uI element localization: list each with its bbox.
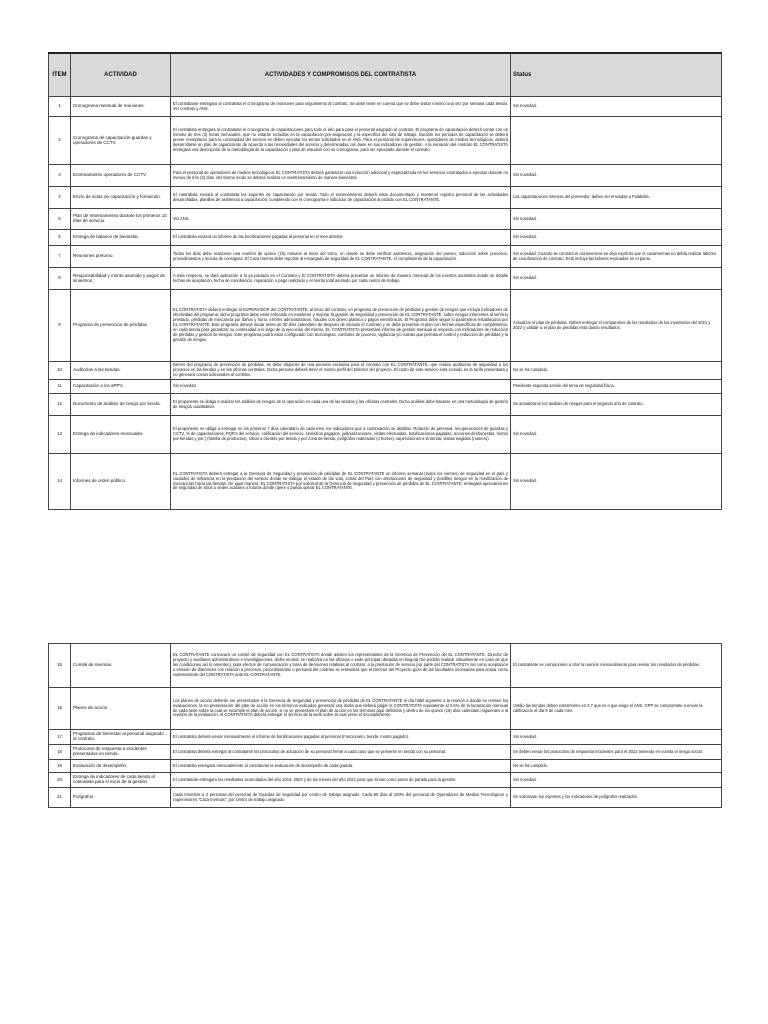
item-cell: 2 — [49, 117, 71, 165]
activity-cell: Envío de actas de capacitación y formación. — [71, 187, 171, 209]
header-item: ITEM — [49, 53, 71, 97]
commitment-cell: Dentro del programa de prevención de pérdidas, se debe disponer de una persona exclusiva para el contrato con EL CONTRATANTE, que realice auditorías de seguridad a los procesos en las tiendas y en las oficinas centrales. Dicha persona deberá tener el mismo perfil del Director del proyecto. El costo de este servicio esta incluido en la tarifa presentada y no generara costos adicionales al contrato. — [171, 362, 511, 380]
commitment-cell: El proponente se obliga a entregar en los primeros 7 días calendario de cada mes, los indicadores que a continuación se detallan: Rotación de personal, recuperaciones de guardas y CCTV, % de capacitaciones, PQR's del servicio, calificación del servicio, siniestros pagados, judicializaciones, visitas efectuadas, bonificaciones pagadas, acciones deshonestas, hurtos por tiendas y por ( (familia de productos), robos a clientes por tienda y por zona de tienda, polígrafos realizados (o hurtos), supervisiones a la tienda, visitas exigidas (numero). — [171, 416, 511, 454]
item-cell: 4 — [49, 187, 71, 209]
header-row — [49, 53, 722, 97]
status-cell: Se solicitaran los soportes y los indicadores de polígrafos realizados. — [511, 788, 722, 808]
status-cell: Sin novedad. — [511, 165, 722, 187]
item-cell: 9 — [49, 290, 71, 362]
status-cell: Se deben enviar los protocolos de respuesta incidentes para el 2022 teniendo en cuenta el riesgo social. — [511, 745, 722, 760]
commitments-table-page-1 — [48, 52, 722, 510]
status-cell: No se ha cumplido. — [511, 760, 722, 773]
item-cell: 18 — [49, 745, 71, 760]
activity-cell: Entrega de indicadores de cada tienda al contratista para el inicio de la gestión. — [71, 773, 171, 788]
table-row — [49, 246, 722, 268]
table-row — [49, 788, 722, 808]
status-cell: Sin novedad. — [511, 97, 722, 117]
commitment-cell: Para el personal de operadores de medios tecnológicos EL CONTRATISTA deberá garantizar una inducción adicional y especializada en los servicios contratados a ejecutar durante no menos de tres (3) días, del mismo modo se deberá realizar un reentrenamiento de manera bienestral. — [171, 165, 511, 187]
status-cell: El contratante se compromete a citar la reunión mensualmente para revisar los resultados de pérdidas. — [511, 644, 722, 688]
commitment-cell: El contratante entregara los resultados acumulados del año 2019, 2020 y de los meses del año 2021 para que sirvan como punto de partida para la gestión. — [171, 773, 511, 788]
table-row — [49, 187, 722, 209]
activity-cell: Responsabilidad y monto asumido y pagos de siniestros. — [71, 268, 171, 290]
table-row — [49, 773, 722, 788]
header-activity: ACTIVIDAD — [71, 53, 171, 97]
activity-cell: Cronograma mensual de reuniones. — [71, 97, 171, 117]
status-cell: Sin novedad. — [511, 730, 722, 745]
item-cell: 19 — [49, 760, 71, 773]
table-row — [49, 760, 722, 773]
status-cell: No se ha cumplido. — [511, 362, 722, 380]
table-row — [49, 362, 722, 380]
activity-cell: Reuniones preturno. — [71, 246, 171, 268]
table-row — [49, 688, 722, 730]
activity-cell: Evaluación de desempeño. — [71, 760, 171, 773]
commitment-cell: Cada trimestre a 2 personas del personal de Guardas de seguridad por centro de trabajo asignado. Cada 90 días al 100% del personal de Operadores de Medios Tecnológicos y Supervisores "Caza mermas", por centro de trabajo asignado — [171, 788, 511, 808]
item-cell: 20 — [49, 773, 71, 788]
status-cell: Sin novedad. — [511, 773, 722, 788]
activity-cell: Comité de mermas. — [71, 644, 171, 688]
commitment-cell: El contratista entregara mensualmente al contratante la evaluación de desempeño de cada guarda. — [171, 760, 511, 773]
activity-cell: Auditorias a las tiendas. — [71, 362, 171, 380]
status-cell: Actualizar el plan de pérdidas. Deben entregar el comparativo de los resultados de los inventarios del 2021 y 2022 y validar si el plan de pérdidas esta dando resultados. — [511, 290, 722, 362]
activity-cell: Polígrafos. — [71, 788, 171, 808]
table-row — [49, 644, 722, 688]
commitment-cell: El contratista deberá entregar al contratante los protocolos de actuación de su personal frente a cada caso que se presente en tienda con su personal. — [171, 745, 511, 760]
commitment-cell: El contratante entregara al contratista el cronograma de reuniones para seguimiento al contrato. Se debe tener en cuenta que se debe visitar mínimo una vez por semana cada tienda. Ver contrato y ANS. — [171, 97, 511, 117]
table-row — [49, 745, 722, 760]
item-cell: 7 — [49, 246, 71, 268]
item-cell: 11 — [49, 380, 71, 394]
item-cell: 8 — [49, 268, 71, 290]
commitment-cell: A este respecto, se dará aplicación a lo ya pactado en el Contrato y El CONTRATISTA deberá presentar un informe de manera mensual de los eventos asumidos donde se detalle fechas de aceptación, fecha de conciliación, reparación o pago realizado y el monto total asumido por cada centro de trabajo. — [171, 268, 511, 290]
commitment-cell: Sin novedad — [171, 380, 511, 394]
item-cell: 16 — [49, 688, 71, 730]
table-row — [49, 268, 722, 290]
status-cell — [511, 117, 722, 165]
item-cell: 12 — [49, 394, 71, 416]
activity-cell: Documento de análisis de riesgo por tienda. — [71, 394, 171, 416]
commitment-cell: El contratista enviará un informe de las bonificaciones pagadas al personal en el mes anterior. — [171, 230, 511, 246]
status-cell: Sin novedad. — [511, 230, 722, 246]
commitment-cell: Ver ANS. — [171, 209, 511, 230]
item-cell: 3 — [49, 165, 71, 187]
table-row — [49, 209, 722, 230]
status-cell: Se actualizaron los análisis de riesgos para el segundo año de contrato. — [511, 394, 722, 416]
activity-cell: Informes de orden público. — [71, 454, 171, 510]
activity-cell: Entrega de indicadores mensuales. — [71, 416, 171, 454]
status-cell: Sin novedad. — [511, 416, 722, 454]
commitment-cell: EL CONTRATANTE convocará un comité de seguridad con EL CONTRATISTA donde asisten los representantes de la Gerencia de Prevención del EL CONTRATANTE, Director de proyecto y auxiliares administrativos e investigaciones, dicha reunión se realizará en las oficinas o sede principal ubicadas en Bogotá (Se podrán realizar virtualmente en caso de que las condiciones así lo ameriten), para efectos de comunicación y toma de decisiones relativas al contrato, a la prestación de servicio por parte del CONTRATISTA así como aceptación o emisión de directrices con relación a procesos, procedimientos o personal del contrato se entenderá que el Director del Proyecto goza de las facultades necesarias para actuar como representante del CONTRATISTA ante EL CONTRATANTE. — [171, 644, 511, 688]
status-cell: Sin novedad. — [511, 268, 722, 290]
commitment-cell: El contratista enviará al contratista los soportes de capacitación por tienda. Todo el entrenamiento deberá estar documentado y mantener registro personal de las actividades desarrolladas, planillas de asistencia a capacitación, cumpliendo con el cronograma e indicador de capacitación acordado con EL CONTRATANTE. — [171, 187, 511, 209]
commitment-cell: EL CONTRATISTA deberá entregar al SUPERVISOR del CONTRATANTE, al inicio del contrato, un programa de prevención de pérdidas y gestión de riesgos que incluya indicadores de efectividad del programa, dicho programa debe estar enfocado en mantener y mejorar la gestión de Seguridad y prevención de EL CONTRATANTE, sobre riesgos inherentes al servicio prestado, pérdidas de mercancía por daños y hurto, errores administrativos, fraudes con dinero plástico o pagos electrónicos. El Programa debe seguir lo parámetros establecidos por EL CONTRATANTE. Este programa deberá iniciar antes de 30 días calendario de después de iniciado el Contrato y se debe presentar el plan con fechas específicas de cumplimiento, en cada tienda para garantizar su continuidad a lo largo de la ejecución del mismo. EL CONTRATISTA presentará informe de gestión mensual al respecto con indicadores de reducción de pérdidas y gestión de riesgos. Este programa podrá estar configurado con tecnologías, controles de proceso, vigilancia y/o rutinas que permita el control y reducción de pérdidas y la gestión de riesgos. — [171, 290, 511, 362]
activity-cell: Programas de bienestar al personal asignado al contrato. — [71, 730, 171, 745]
commitment-cell: El proponente se obliga a realizar los análisis de riesgos de la operación en cada una de las tiendas y las oficinas centrales. Dicho análisis debe basarse en una metodología de gestión de riesgos cuantitativa. — [171, 394, 511, 416]
item-cell: 14 — [49, 454, 71, 510]
activity-cell: Programa de prevención de pérdidas. — [71, 290, 171, 362]
status-cell: Sin novedad. — [511, 454, 722, 510]
commitment-cell: Todos los días debe realizarse una reunión de quince (15) minutos al inicio del turno, en donde se debe verificar asistencia, asignación del puesto, inducción sobre procesos, procedimientos y lectura de consignas. El Caza merma debe reportar al encargado de seguridad de EL CONTRATANTE, el cumplimiento de la capacitación. — [171, 246, 511, 268]
item-cell: 5 — [49, 209, 71, 230]
status-cell: Las capacitaciones internas del proveedor, deben ser enviadas a Falabella. — [511, 187, 722, 209]
status-cell: Pendiente segunda sesión del tema de seguridad física. — [511, 380, 722, 394]
commitment-cell: El contratista deberá enviar mensualmente el informe de bonificaciones pagadas al personal (Funcionario, tienda, monto pagado). — [171, 730, 511, 745]
activity-cell: Capacitación a los aPP's. — [71, 380, 171, 394]
header-status: Status — [511, 53, 722, 97]
status-cell: Sin novedad. Cuando se contrató el cazamermas se dejo explícito que el cazamermas no debía realizar labores de coordinación de contrato. Está incluye las labores evaluadas en el punto. — [511, 246, 722, 268]
item-cell: 13 — [49, 416, 71, 454]
activity-cell: Planes de acción. — [71, 688, 171, 730]
activity-cell: Cronograma de capacitación guardas y operadores de CCTV. — [71, 117, 171, 165]
table-row — [49, 730, 722, 745]
activity-cell: Protocolos de respuesta a incidentes presentados en tienda. — [71, 745, 171, 760]
activity-cell: Plan de entrenamiento durante los primeros 15 días de servicio. — [71, 209, 171, 230]
activity-cell: Entrenamiento operadores de CCTV. — [71, 165, 171, 187]
activity-cell: Entrega de balance de bienestar. — [71, 230, 171, 246]
item-cell: 1 — [49, 97, 71, 117]
item-cell: 10 — [49, 362, 71, 380]
item-cell: 15 — [49, 644, 71, 688]
table-row — [49, 117, 722, 165]
table-row — [49, 394, 722, 416]
table-row — [49, 416, 722, 454]
status-cell: Ustdio las tiendas deben estarmnimo en 3,7 que es o que exige el ANS. GPP se compromete a enviar la calificación el día 9 de cada mes. — [511, 688, 722, 730]
table-row — [49, 454, 722, 510]
table-row — [49, 165, 722, 187]
table-row — [49, 230, 722, 246]
commitment-cell: El contratista entregara al contratante el cronograma de capacitaciones para todo el año para para el personal asignado al contrato. El programa de capacitación deberá contar con un mínimo de tres (3) horas mensuales, que no estarán incluidas en la capacitación pre-asignación y la específica del sitio de trabajo. Durante los periodos de capacitación se deberá prever reemplazos para la continuidad del servicio se deben ejecutar los temas solicitados en el ANS. Para el personal de supervisores, operadores de medios tecnológicos, deberá desarrollarse un plan de capacitación de acuerdo a las necesidades del servicio y determinadas con base en sus indicadores de gestión. A la iniciación del contrato EL CONTRATISTA entregará una descripción de la metodología de la capacitación y plan de estudios con su cronograma, para ser ejecutado durante el contrato. — [171, 117, 511, 165]
item-cell: 17 — [49, 730, 71, 745]
header-commitments: ACTIVIDADES Y COMPROMISOS DEL CONTRATISTA — [171, 53, 511, 97]
commitments-table-page-2 — [48, 643, 722, 808]
commitment-cell: Los planes de acción deberán ser presentados a la Gerencia de Seguridad y prevención de pérdidas de EL CONTRATANTE el día hábil siguiente a la reunión a donde se revisen los evaluaciones, la no presentación del plan de acción en los términos indicados generará una multa que deberá pagar el CONTRATISTA equivalente al 0.5% de la facturación mensual de cada sede sobre la cual se incumple el plan de acción, si no se presentare el plan de acción en los términos aquí definidos y dentro de los quince (15) días calendario siguientes a la revisión de la evaluación, el CONTRATISTA deberá entregar el servicio de la sede sobre la cual verse el incumplimiento. — [171, 688, 511, 730]
item-cell: 21 — [49, 788, 71, 808]
table-row — [49, 97, 722, 117]
table-row — [49, 380, 722, 394]
table-row — [49, 290, 722, 362]
status-cell: Sin novedad. — [511, 209, 722, 230]
commitment-cell: EL CONTRATISTA deberá entregar a la Gerencia de Seguridad y prevención de pérdidas de EL CONTRATANTE un informe semanal (todos los viernes) de seguridad en el país y ciudades de influencia en la prestación del servicio donde se indique el estado de las vías, zonas del País con afectaciones de seguridad y posibles riesgos en la movilización de mercancías hacia las tiendas. De igual manera, EL CONTRATISTA por solicitud de la Gerencia de Seguridad y prevención de pérdidas de EL CONTRATANTE, entregará apreciaciones de seguridad de sitios o sedes actuales o futuras donde opere o pueda operar EL CONTRATANTE. — [171, 454, 511, 510]
item-cell: 6 — [49, 230, 71, 246]
